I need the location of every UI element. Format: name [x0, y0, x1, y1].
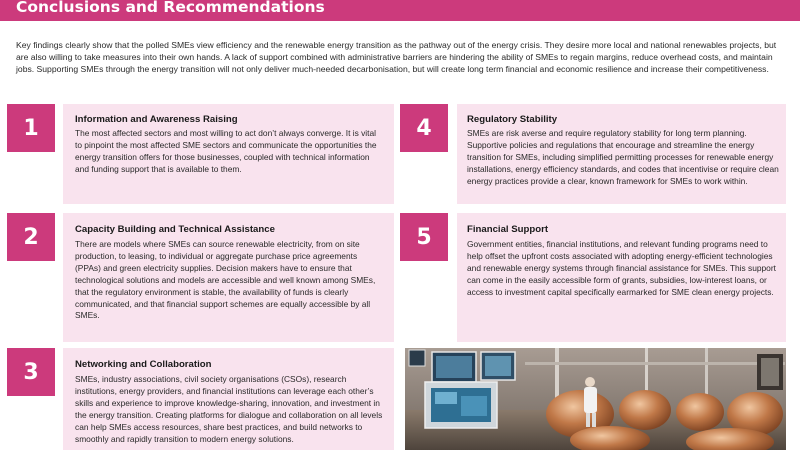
card-number-3: 3	[7, 348, 55, 396]
card-body-5: Government entities, financial institutions, and relevant funding programs need to help offset the upfront costs associated with adopting energy-efficient technologies and renewable energy systems through financial assistance for SMEs. This support can come in the easily accessible form of grants, subsidies, low-interest loans, or access to investment capital specifically earmarked for SME clean energy projects.	[467, 239, 776, 297]
card-number-4: 4	[400, 104, 448, 152]
factory-photo	[405, 348, 786, 450]
header-bar	[0, 0, 800, 21]
card-title-1: Information and Awareness Raising	[75, 114, 238, 125]
card-body-1: The most affected sectors and most willing to act don’t always converge. It is vital to pinpoint the most affected SME sectors and communicate the opportunities the energy transition offers for those businesses, coupled with technical information and funding support that is available to them.	[75, 128, 377, 174]
card-body-3: SMEs, industry associations, civil society organisations (CSOs), research institutions, energy providers, and financial institutions can leverage each other’s skills and experience to improve knowledge-sharing, innovation, and investment in the energy transition. Creating platforms for dialogue and collaboration on all levels can help SMEs access resources, share best practices, and build networks to smoothly and rapidly transition to modern energy solutions.	[75, 374, 383, 444]
card-number-5: 5	[400, 213, 448, 261]
card-body-2: There are models where SMEs can source renewable electricity, from on site production, to leasing, to individual or aggregate purchase price agreements (PPAs) and green electricity supplies. Decision makers have to ensure that technological solutions and models are accessible and well known among SMEs, that the regulatory environment is stable, the availability of funds is clearly communicated, and that financial support schemes are equally accessible by all SMEs.	[75, 239, 376, 321]
card-title-3: Networking and Collaboration	[75, 359, 212, 370]
card-number-2: 2	[7, 213, 55, 261]
card-body-4: SMEs are risk averse and require regulatory stability for long term planning. Supportive policies and regulations that encourage and streamline the energy transition for SMEs, including simplified permitting processes for renewable energy installations, energy efficiency standards, and codes that incentivise or require clean energy practices provide a clear, known framework for SMEs to work within.	[467, 128, 779, 186]
factory-photo-illustration	[405, 348, 786, 450]
card-number-1: 1	[7, 104, 55, 152]
intro-paragraph: Key findings clearly show that the polled SMEs view efficiency and the renewable energy transition as the pathway out of the energy crisis. They desire more local and national renewables projects, but are also willing to take measures into their own hands. A lack of support combined with administrative barriers are hindering the ability of SMEs to regain margins, reduce overhead costs, and maintain jobs. Supporting SMEs through the energy transition will not only deliver much-needed decarbonisation, but will create long term financial and economic resilience and increase their competitiveness.	[16, 40, 777, 74]
card-title-5: Financial Support	[467, 224, 549, 235]
card-title-2: Capacity Building and Technical Assistance	[75, 224, 275, 235]
page-title: Conclusions and Recommendations	[16, 0, 325, 16]
card-title-4: Regulatory Stability	[467, 114, 558, 125]
